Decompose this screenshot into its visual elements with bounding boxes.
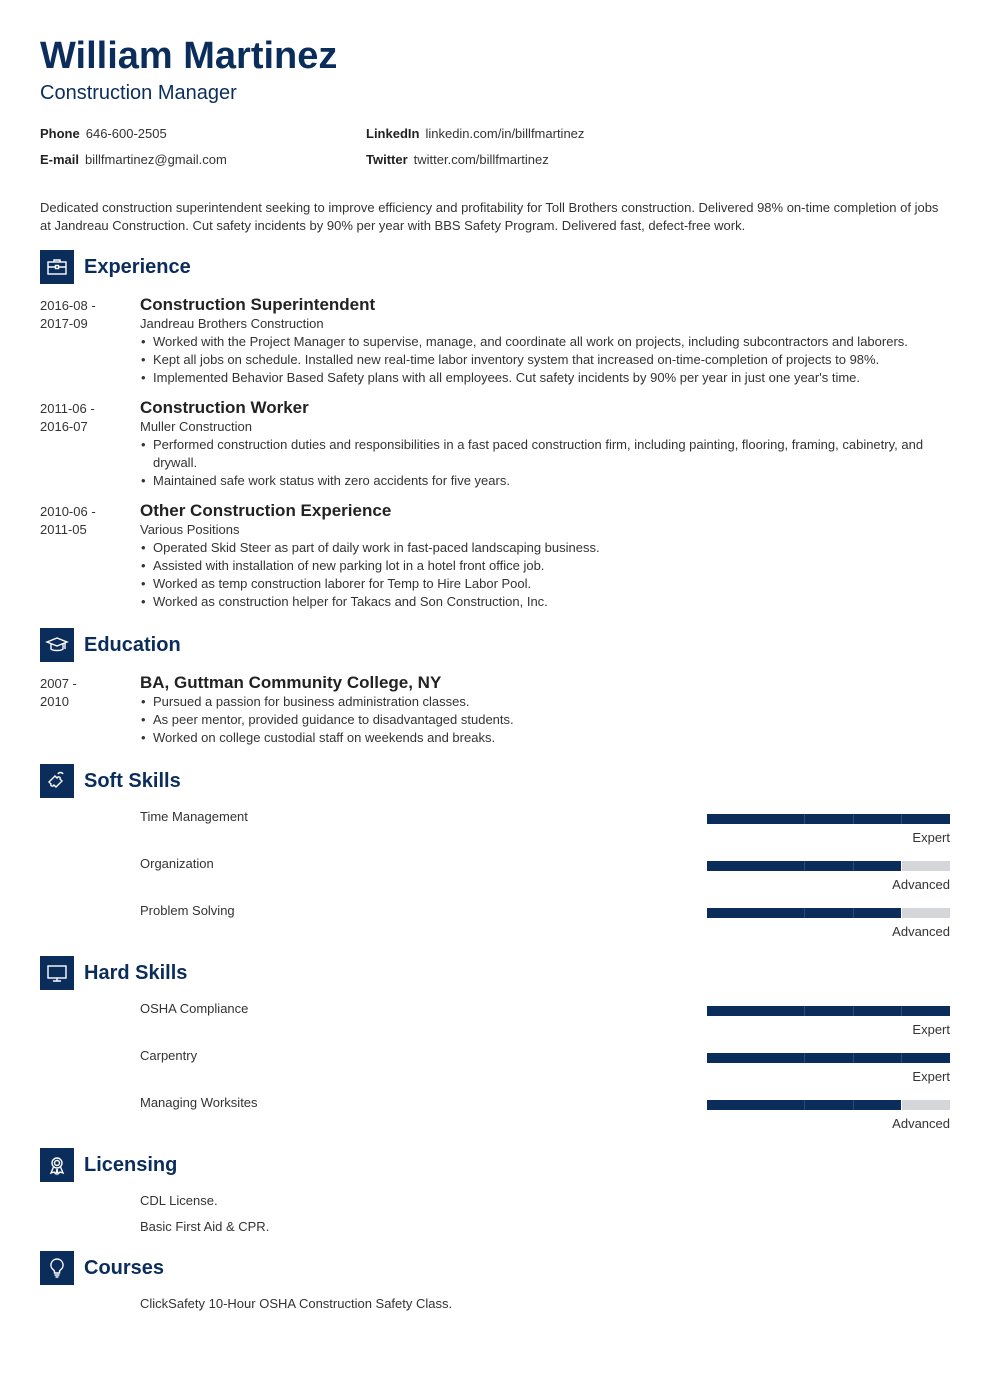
skill-bar-divider — [853, 908, 854, 918]
bullet-item: • Operated Skid Steer as part of daily work in fast-paced landscaping business. — [140, 539, 950, 557]
bullet-item: • Kept all jobs on schedule. Installed new real-time labor inventory system that increased on-time-completion of projects to 98%. — [140, 351, 950, 369]
section-title-courses: Courses — [84, 1257, 165, 1279]
skill-bar-divider — [804, 1100, 805, 1110]
phone-value: 646-600-2505 — [85, 126, 167, 141]
skill-bar-divider — [901, 1053, 902, 1063]
job-title: Other Construction Experience — [140, 501, 392, 520]
skill-bar — [707, 908, 950, 918]
date-end: 2011-05 — [40, 522, 87, 537]
experience-entry — [140, 295, 950, 387]
skill-bar-divider — [853, 861, 854, 871]
skill-bar-fill — [707, 814, 950, 824]
date-end: 2017-09 — [40, 316, 88, 331]
graduation-cap-icon — [40, 628, 74, 662]
skill-bar — [707, 1100, 950, 1110]
skill-bar-divider — [853, 1100, 854, 1110]
skill-bar-divider — [804, 814, 805, 824]
bullet-item: • Performed construction duties and responsibilities in a fast paced construction firm, including painting, flooring, framing, cabinetry, and drywall. — [140, 436, 930, 472]
briefcase-icon — [40, 250, 74, 284]
license-item: Basic First Aid & CPR. — [140, 1219, 270, 1234]
skill-bar-divider — [901, 814, 902, 824]
lightbulb-icon — [40, 1251, 74, 1285]
date-start: 2007 - — [40, 676, 77, 691]
date-start: 2010-06 - — [40, 504, 96, 519]
job-bullets — [140, 539, 950, 611]
award-ribbon-icon — [40, 1148, 74, 1182]
skill-name: Time Management — [140, 809, 248, 824]
bullet-item: • Worked on college custodial staff on weekends and breaks. — [140, 729, 950, 747]
skill-bar-divider — [901, 861, 902, 871]
skill-name: Problem Solving — [140, 903, 235, 918]
section-title-education: Education — [84, 634, 181, 656]
section-title-licensing: Licensing — [84, 1154, 178, 1176]
contact-phone — [40, 126, 167, 142]
skill-name: Organization — [140, 856, 214, 871]
job-company: Muller Construction — [140, 419, 252, 434]
license-item: CDL License. — [140, 1193, 218, 1208]
date-end: 2016-07 — [40, 419, 88, 434]
skill-bar-divider — [804, 1006, 805, 1016]
date-end: 2010 — [40, 694, 69, 709]
bullet-item: • Assisted with installation of new parking lot in a hotel front office job. — [140, 557, 950, 575]
degree-title: BA, Guttman Community College, NY — [140, 673, 442, 692]
section-title-hard-skills: Hard Skills — [84, 962, 188, 984]
skill-bar-divider — [804, 1053, 805, 1063]
course-item: ClickSafety 10-Hour OSHA Construction Safety Class. — [140, 1296, 453, 1311]
skill-name: OSHA Compliance — [140, 1001, 249, 1016]
skill-level: Advanced — [892, 877, 950, 892]
phone-label: Phone — [40, 126, 80, 141]
bullet-item: • Implemented Behavior Based Safety plans with all employees. Cut safety incidents by 90% per year in just one year's time. — [140, 369, 950, 387]
job-title: Construction Worker — [140, 398, 309, 417]
contact-linkedin — [366, 126, 584, 142]
date-start: 2016-08 - — [40, 298, 96, 313]
job-bullets — [140, 333, 950, 387]
job-bullets — [140, 436, 930, 490]
job-title: Construction Superintendent — [140, 295, 376, 314]
skill-level: Expert — [912, 1022, 950, 1037]
skill-bar-divider — [804, 908, 805, 918]
job-company: Various Positions — [140, 522, 240, 537]
experience-date — [40, 400, 130, 436]
skill-bar-divider — [853, 1006, 854, 1016]
monitor-icon — [40, 956, 74, 990]
twitter-label: Twitter — [366, 152, 408, 167]
contact-email — [40, 152, 227, 168]
education-date — [40, 675, 130, 711]
summary: Dedicated construction superintendent seeking to improve efficiency and profitability for Toll Brothers construction. Delivered 98% on-time completion of jobs at Jandreau Construction. Cut safety incidents by 90% per year with BBS Safety Program. Delivered fast, defect-free work. — [40, 200, 939, 233]
skill-name: Carpentry — [140, 1048, 198, 1063]
skill-bar-divider — [901, 1006, 902, 1016]
section-title-experience: Experience — [84, 256, 191, 278]
bullet-item: • Worked with the Project Manager to supervise, manage, and coordinate all work on projects, including subcontractors and laborers. — [140, 333, 950, 351]
skill-bar — [707, 1006, 950, 1016]
skill-level: Expert — [912, 1069, 950, 1084]
bullet-item: • Pursued a passion for business administration classes. — [140, 693, 950, 711]
twitter-value: twitter.com/billfmartinez — [413, 152, 549, 167]
experience-entry — [140, 398, 950, 490]
bullet-item: • Maintained safe work status with zero accidents for five years. — [140, 472, 930, 490]
date-start: 2011-06 - — [40, 401, 95, 416]
skill-bar-fill — [707, 1053, 950, 1063]
skill-bar-divider — [853, 1053, 854, 1063]
bullet-item: • As peer mentor, provided guidance to disadvantaged students. — [140, 711, 950, 729]
linkedin-value: linkedin.com/in/billfmartinez — [425, 126, 585, 141]
bullet-item: • Worked as temp construction laborer for Temp to Hire Labor Pool. — [140, 575, 950, 593]
experience-entry — [140, 501, 950, 611]
skill-bar — [707, 1053, 950, 1063]
job-role: Construction Manager — [40, 82, 237, 104]
skill-name: Managing Worksites — [140, 1095, 258, 1110]
linkedin-label: LinkedIn — [366, 126, 420, 141]
education-entry — [140, 673, 950, 747]
puzzle-icon — [40, 764, 74, 798]
skill-bar-divider — [804, 861, 805, 871]
experience-date — [40, 297, 130, 333]
skill-level: Expert — [912, 830, 950, 845]
experience-date — [40, 503, 130, 539]
skill-bar-divider — [853, 814, 854, 824]
candidate-name: William Martinez — [40, 35, 338, 77]
bullet-item: • Worked as construction helper for Takacs and Son Construction, Inc. — [140, 593, 950, 611]
skill-bar — [707, 814, 950, 824]
email-label: E-mail — [40, 152, 80, 167]
education-bullets — [140, 693, 950, 747]
skill-level: Advanced — [892, 1116, 950, 1131]
contact-twitter — [366, 152, 549, 168]
skill-bar-divider — [901, 908, 902, 918]
email-value: billfmartinez@gmail.com — [85, 152, 227, 167]
skill-bar — [707, 861, 950, 871]
skill-bar-fill — [707, 1006, 950, 1016]
job-company: Jandreau Brothers Construction — [140, 316, 324, 331]
section-title-soft-skills: Soft Skills — [84, 770, 181, 792]
skill-bar-divider — [901, 1100, 902, 1110]
skill-level: Advanced — [892, 924, 950, 939]
